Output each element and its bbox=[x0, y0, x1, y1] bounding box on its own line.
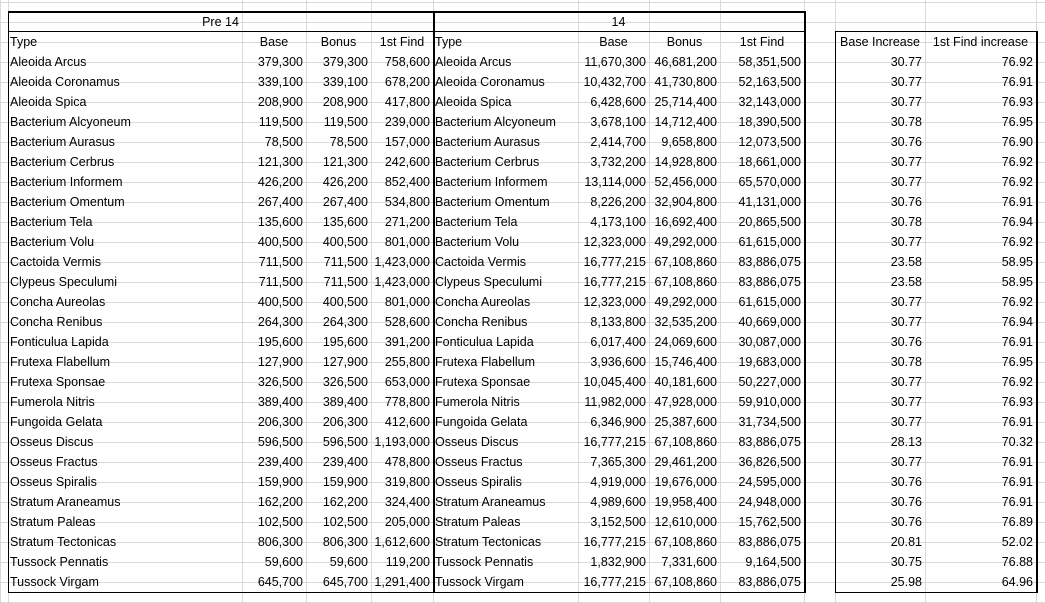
cell-base[interactable]: 78,500 bbox=[264, 135, 303, 149]
cell-bonus[interactable]: 208,900 bbox=[322, 95, 368, 109]
cell-type-14[interactable]: Tussock Pennatis bbox=[435, 555, 534, 569]
cell-bonus-14[interactable]: 49,292,000 bbox=[654, 295, 717, 309]
cell-bonus[interactable]: 596,500 bbox=[322, 435, 368, 449]
column-header-bonus: Bonus bbox=[320, 35, 357, 49]
cell-base-increase[interactable]: 30.77 bbox=[890, 395, 922, 409]
cell-type-14[interactable]: Fungoida Gelata bbox=[435, 415, 528, 429]
cell-base[interactable]: 162,200 bbox=[257, 495, 303, 509]
column-header-base-14: Base bbox=[599, 35, 628, 49]
cell-first-find[interactable]: 1,423,000 bbox=[374, 275, 430, 289]
cell-bonus[interactable]: 400,500 bbox=[322, 295, 368, 309]
cell-base-increase[interactable]: 30.76 bbox=[890, 495, 922, 509]
cell-first-find-14[interactable]: 18,390,500 bbox=[738, 115, 801, 129]
cell-first-find-14[interactable]: 15,762,500 bbox=[738, 515, 801, 529]
cell-bonus[interactable]: 806,300 bbox=[322, 535, 368, 549]
cell-type[interactable]: Fumerola Nitris bbox=[10, 395, 95, 409]
cell-type-14[interactable]: Stratum Paleas bbox=[435, 515, 521, 529]
cell-bonus-14[interactable]: 14,712,400 bbox=[654, 115, 717, 129]
cell-first-find-increase[interactable]: 76.91 bbox=[1001, 75, 1033, 89]
cell-base-14[interactable]: 16,777,215 bbox=[583, 275, 646, 289]
cell-base-increase[interactable]: 30.77 bbox=[890, 315, 922, 329]
cell-bonus[interactable]: 426,200 bbox=[322, 175, 368, 189]
cell-first-find-14[interactable]: 9,164,500 bbox=[745, 555, 801, 569]
cell-first-find-increase[interactable]: 64.96 bbox=[1001, 575, 1033, 589]
cell-base[interactable]: 326,500 bbox=[257, 375, 303, 389]
cell-first-find-increase[interactable]: 76.92 bbox=[1001, 155, 1033, 169]
cell-type-14[interactable]: Bacterium Informem bbox=[435, 175, 548, 189]
cell-type[interactable]: Osseus Fractus bbox=[10, 455, 98, 469]
cell-type-14[interactable]: Aleoida Arcus bbox=[435, 55, 512, 69]
cell-type[interactable]: Aleoida Coronamus bbox=[10, 75, 120, 89]
cell-base-14[interactable]: 16,777,215 bbox=[583, 535, 646, 549]
cell-type[interactable]: Osseus Spiralis bbox=[10, 475, 97, 489]
table-border bbox=[8, 11, 805, 13]
cell-type[interactable]: Bacterium Informem bbox=[10, 175, 123, 189]
cell-first-find[interactable]: 1,423,000 bbox=[374, 255, 430, 269]
cell-type[interactable]: Bacterium Omentum bbox=[10, 195, 125, 209]
cell-base-increase[interactable]: 30.77 bbox=[890, 295, 922, 309]
cell-first-find[interactable]: 417,800 bbox=[384, 95, 430, 109]
cell-first-find[interactable]: 801,000 bbox=[384, 295, 430, 309]
cell-type-14[interactable]: Osseus Spiralis bbox=[435, 475, 522, 489]
cell-first-find-14[interactable]: 20,865,500 bbox=[738, 215, 801, 229]
table-border bbox=[835, 592, 1037, 593]
cell-bonus-14[interactable]: 32,904,800 bbox=[654, 195, 717, 209]
cell-type[interactable]: Bacterium Cerbrus bbox=[10, 155, 115, 169]
cell-type-14[interactable]: Fumerola Nitris bbox=[435, 395, 520, 409]
cell-type[interactable]: Concha Aureolas bbox=[10, 295, 106, 309]
cell-base[interactable]: 119,500 bbox=[258, 115, 303, 129]
cell-first-find-increase[interactable]: 76.90 bbox=[1001, 135, 1033, 149]
cell-bonus[interactable]: 206,300 bbox=[322, 415, 368, 429]
cell-first-find[interactable]: 1,193,000 bbox=[374, 435, 430, 449]
cell-base-increase[interactable]: 20.81 bbox=[890, 535, 922, 549]
cell-base-increase[interactable]: 30.76 bbox=[890, 335, 922, 349]
cell-type[interactable]: Osseus Discus bbox=[10, 435, 94, 449]
column-header-first-find: 1st Find bbox=[379, 35, 425, 49]
cell-bonus[interactable]: 400,500 bbox=[322, 235, 368, 249]
cell-base[interactable]: 264,300 bbox=[257, 315, 303, 329]
table-border bbox=[835, 31, 1037, 32]
cell-first-find-increase[interactable]: 76.93 bbox=[1001, 395, 1033, 409]
cell-first-find-increase[interactable]: 58.95 bbox=[1001, 255, 1033, 269]
cell-base[interactable]: 195,600 bbox=[257, 335, 303, 349]
cell-first-find[interactable]: 778,800 bbox=[384, 395, 430, 409]
cell-bonus-14[interactable]: 32,535,200 bbox=[654, 315, 717, 329]
cell-base-14[interactable]: 4,173,100 bbox=[590, 215, 646, 229]
cell-base[interactable]: 127,900 bbox=[257, 355, 303, 369]
cell-base-14[interactable]: 3,732,200 bbox=[590, 155, 646, 169]
cell-first-find-increase[interactable]: 76.95 bbox=[1001, 355, 1033, 369]
cell-first-find-14[interactable]: 65,570,000 bbox=[738, 175, 801, 189]
cell-bonus[interactable]: 135,600 bbox=[322, 215, 368, 229]
cell-first-find[interactable]: 242,600 bbox=[384, 155, 430, 169]
cell-first-find-increase[interactable]: 76.92 bbox=[1001, 295, 1033, 309]
cell-first-find-14[interactable]: 31,734,500 bbox=[738, 415, 801, 429]
cell-bonus[interactable]: 159,900 bbox=[322, 475, 368, 489]
cell-bonus-14[interactable]: 67,108,860 bbox=[654, 255, 717, 269]
cell-base[interactable]: 102,500 bbox=[257, 515, 303, 529]
cell-first-find-increase[interactable]: 76.92 bbox=[1001, 175, 1033, 189]
cell-bonus-14[interactable]: 19,958,400 bbox=[654, 495, 717, 509]
cell-first-find-14[interactable]: 83,886,075 bbox=[738, 575, 801, 589]
cell-bonus-14[interactable]: 16,692,400 bbox=[654, 215, 717, 229]
cell-type-14[interactable]: Bacterium Cerbrus bbox=[435, 155, 540, 169]
cell-first-find-14[interactable]: 58,351,500 bbox=[738, 55, 801, 69]
cell-bonus-14[interactable]: 49,292,000 bbox=[654, 235, 717, 249]
cell-bonus[interactable]: 162,200 bbox=[322, 495, 368, 509]
cell-base-increase[interactable]: 30.77 bbox=[890, 55, 922, 69]
cell-type-14[interactable]: Clypeus Speculumi bbox=[435, 275, 542, 289]
cell-base-increase[interactable]: 25.98 bbox=[890, 575, 922, 589]
cell-base-14[interactable]: 6,428,600 bbox=[590, 95, 646, 109]
cell-base-increase[interactable]: 30.75 bbox=[890, 555, 922, 569]
cell-bonus[interactable]: 119,500 bbox=[323, 115, 368, 129]
cell-base-14[interactable]: 3,936,600 bbox=[590, 355, 646, 369]
cell-first-find[interactable]: 528,600 bbox=[384, 315, 430, 329]
cell-bonus-14[interactable]: 67,108,860 bbox=[654, 435, 717, 449]
cell-first-find-increase[interactable]: 58.95 bbox=[1001, 275, 1033, 289]
cell-first-find-increase[interactable]: 76.93 bbox=[1001, 95, 1033, 109]
cell-first-find[interactable]: 239,000 bbox=[384, 115, 430, 129]
cell-first-find-14[interactable]: 18,661,000 bbox=[738, 155, 801, 169]
cell-base-increase[interactable]: 30.77 bbox=[890, 155, 922, 169]
cell-type[interactable]: Frutexa Sponsae bbox=[10, 375, 106, 389]
cell-base-increase[interactable]: 30.77 bbox=[890, 75, 922, 89]
cell-base-increase[interactable]: 30.78 bbox=[890, 215, 922, 229]
cell-first-find-14[interactable]: 83,886,075 bbox=[738, 275, 801, 289]
cell-base[interactable]: 711,500 bbox=[258, 275, 303, 289]
cell-type[interactable]: Fungoida Gelata bbox=[10, 415, 103, 429]
cell-bonus[interactable]: 195,600 bbox=[322, 335, 368, 349]
cell-base-increase[interactable]: 23.58 bbox=[890, 255, 922, 269]
cell-type-14[interactable]: Concha Aureolas bbox=[435, 295, 531, 309]
cell-first-find-14[interactable]: 36,826,500 bbox=[738, 455, 801, 469]
cell-base[interactable]: 208,900 bbox=[257, 95, 303, 109]
cell-base-14[interactable]: 8,226,200 bbox=[590, 195, 646, 209]
cell-base[interactable]: 239,400 bbox=[257, 455, 303, 469]
cell-bonus-14[interactable]: 9,658,800 bbox=[661, 135, 717, 149]
cell-base[interactable]: 806,300 bbox=[257, 535, 303, 549]
cell-first-find-increase[interactable]: 76.91 bbox=[1001, 455, 1033, 469]
cell-base-increase[interactable]: 30.76 bbox=[890, 195, 922, 209]
cell-first-find[interactable]: 324,400 bbox=[384, 495, 430, 509]
cell-bonus-14[interactable]: 46,681,200 bbox=[654, 55, 717, 69]
cell-bonus-14[interactable]: 12,610,000 bbox=[654, 515, 717, 529]
cell-first-find[interactable]: 478,800 bbox=[384, 455, 430, 469]
cell-base-increase[interactable]: 30.77 bbox=[890, 415, 922, 429]
cell-base[interactable]: 159,900 bbox=[257, 475, 303, 489]
cell-first-find[interactable]: 534,800 bbox=[384, 195, 430, 209]
cell-first-find-increase[interactable]: 76.94 bbox=[1001, 315, 1033, 329]
cell-first-find[interactable]: 852,400 bbox=[384, 175, 430, 189]
cell-type-14[interactable]: Aleoida Coronamus bbox=[435, 75, 545, 89]
cell-first-find[interactable]: 205,000 bbox=[384, 515, 430, 529]
cell-base[interactable]: 711,500 bbox=[258, 255, 303, 269]
cell-first-find-increase[interactable]: 52.02 bbox=[1001, 535, 1033, 549]
cell-first-find-14[interactable]: 41,131,000 bbox=[738, 195, 801, 209]
cell-type[interactable]: Stratum Tectonicas bbox=[10, 535, 117, 549]
cell-bonus-14[interactable]: 67,108,860 bbox=[654, 535, 717, 549]
cell-bonus-14[interactable]: 40,181,600 bbox=[654, 375, 717, 389]
cell-bonus-14[interactable]: 67,108,860 bbox=[654, 575, 717, 589]
column-header-bonus-14: Bonus bbox=[666, 35, 703, 49]
column-header-type: Type bbox=[10, 35, 38, 49]
cell-base-increase[interactable]: 30.78 bbox=[890, 355, 922, 369]
cell-type[interactable]: Clypeus Speculumi bbox=[10, 275, 117, 289]
cell-base[interactable]: 400,500 bbox=[257, 295, 303, 309]
cell-type-14[interactable]: Cactoida Vermis bbox=[435, 255, 527, 269]
cell-base-increase[interactable]: 30.77 bbox=[890, 175, 922, 189]
table-border bbox=[835, 31, 836, 593]
cell-base-increase[interactable]: 30.77 bbox=[890, 375, 922, 389]
cell-bonus[interactable]: 121,300 bbox=[322, 155, 368, 169]
cell-type-14[interactable]: Frutexa Sponsae bbox=[435, 375, 531, 389]
cell-first-find-14[interactable]: 30,087,000 bbox=[738, 335, 801, 349]
cell-base-14[interactable]: 4,989,600 bbox=[590, 495, 646, 509]
cell-first-find[interactable]: 412,600 bbox=[384, 415, 430, 429]
cell-type-14[interactable]: Bacterium Tela bbox=[435, 215, 518, 229]
cell-type[interactable]: Aleoida Spica bbox=[10, 95, 87, 109]
cell-bonus[interactable]: 59,600 bbox=[329, 555, 368, 569]
table-border bbox=[1036, 31, 1038, 593]
cell-bonus-14[interactable]: 19,676,000 bbox=[654, 475, 717, 489]
cell-base[interactable]: 379,300 bbox=[257, 55, 303, 69]
cell-bonus-14[interactable]: 47,928,000 bbox=[654, 395, 717, 409]
cell-type[interactable]: Tussock Virgam bbox=[10, 575, 99, 589]
cell-base-increase[interactable]: 30.76 bbox=[890, 515, 922, 529]
cell-bonus[interactable]: 239,400 bbox=[322, 455, 368, 469]
cell-bonus[interactable]: 326,500 bbox=[322, 375, 368, 389]
cell-first-find-14[interactable]: 24,595,000 bbox=[738, 475, 801, 489]
gridline bbox=[0, 2, 1045, 3]
cell-type[interactable]: Bacterium Aurasus bbox=[10, 135, 115, 149]
cell-bonus-14[interactable]: 15,746,400 bbox=[654, 355, 717, 369]
cell-base-14[interactable]: 3,152,500 bbox=[590, 515, 646, 529]
cell-bonus-14[interactable]: 25,387,600 bbox=[654, 415, 717, 429]
cell-type-14[interactable]: Stratum Araneamus bbox=[435, 495, 546, 509]
cell-first-find[interactable]: 119,200 bbox=[385, 555, 430, 569]
cell-base-14[interactable]: 2,414,700 bbox=[590, 135, 646, 149]
cell-base[interactable]: 596,500 bbox=[257, 435, 303, 449]
cell-base-increase[interactable]: 30.77 bbox=[890, 95, 922, 109]
cell-base[interactable]: 267,400 bbox=[257, 195, 303, 209]
cell-bonus[interactable]: 711,500 bbox=[323, 275, 368, 289]
cell-bonus[interactable]: 267,400 bbox=[322, 195, 368, 209]
cell-first-find-increase[interactable]: 76.91 bbox=[1001, 335, 1033, 349]
cell-first-find[interactable]: 1,291,400 bbox=[374, 575, 430, 589]
cell-base-14[interactable]: 10,432,700 bbox=[583, 75, 646, 89]
cell-first-find-increase[interactable]: 76.94 bbox=[1001, 215, 1033, 229]
cell-base-14[interactable]: 3,678,100 bbox=[590, 115, 646, 129]
cell-base-14[interactable]: 11,670,300 bbox=[584, 55, 646, 69]
cell-first-find-14[interactable]: 32,143,000 bbox=[738, 95, 801, 109]
cell-first-find-increase[interactable]: 76.92 bbox=[1001, 375, 1033, 389]
cell-type-14[interactable]: Bacterium Omentum bbox=[435, 195, 550, 209]
column-header-base-increase: Base Increase bbox=[840, 35, 920, 49]
cell-base[interactable]: 59,600 bbox=[264, 555, 303, 569]
table-border bbox=[8, 31, 805, 32]
cell-first-find[interactable]: 255,800 bbox=[384, 355, 430, 369]
cell-first-find-14[interactable]: 40,669,000 bbox=[738, 315, 801, 329]
cell-bonus[interactable]: 711,500 bbox=[323, 255, 368, 269]
cell-base-increase[interactable]: 30.77 bbox=[890, 235, 922, 249]
cell-first-find-14[interactable]: 83,886,075 bbox=[738, 435, 801, 449]
cell-first-find-14[interactable]: 61,615,000 bbox=[738, 235, 801, 249]
cell-base[interactable]: 645,700 bbox=[257, 575, 303, 589]
column-header-base: Base bbox=[259, 35, 289, 49]
cell-base-14[interactable]: 8,133,800 bbox=[590, 315, 646, 329]
cell-bonus[interactable]: 127,900 bbox=[322, 355, 368, 369]
table-border bbox=[804, 11, 806, 593]
cell-base-14[interactable]: 1,832,900 bbox=[590, 555, 646, 569]
cell-type[interactable]: Cactoida Vermis bbox=[10, 255, 102, 269]
cell-first-find-14[interactable]: 61,615,000 bbox=[738, 295, 801, 309]
cell-bonus[interactable]: 102,500 bbox=[322, 515, 368, 529]
cell-type-14[interactable]: Stratum Tectonicas bbox=[435, 535, 542, 549]
cell-base[interactable]: 426,200 bbox=[257, 175, 303, 189]
cell-type[interactable]: Fonticulua Lapida bbox=[10, 335, 109, 349]
cell-bonus-14[interactable]: 14,928,800 bbox=[654, 155, 717, 169]
table-border bbox=[8, 11, 9, 593]
cell-bonus-14[interactable]: 41,730,800 bbox=[654, 75, 717, 89]
cell-type-14[interactable]: Aleoida Spica bbox=[435, 95, 512, 109]
cell-base-increase[interactable]: 30.77 bbox=[890, 455, 922, 469]
cell-type-14[interactable]: Fonticulua Lapida bbox=[435, 335, 534, 349]
table-border bbox=[8, 592, 805, 593]
cell-type-14[interactable]: Frutexa Flabellum bbox=[435, 355, 536, 369]
cell-type-14[interactable]: Osseus Fractus bbox=[435, 455, 523, 469]
cell-base-increase[interactable]: 30.76 bbox=[890, 475, 922, 489]
cell-first-find-increase[interactable]: 76.88 bbox=[1001, 555, 1033, 569]
cell-first-find-14[interactable]: 19,683,000 bbox=[738, 355, 801, 369]
column-header-type-14: Type bbox=[435, 35, 463, 49]
cell-base-14[interactable]: 6,017,400 bbox=[590, 335, 646, 349]
cell-first-find[interactable]: 391,200 bbox=[384, 335, 430, 349]
cell-first-find-14[interactable]: 52,163,500 bbox=[738, 75, 801, 89]
column-header-first-find-increase: 1st Find increase bbox=[932, 35, 1029, 49]
cell-base-14[interactable]: 16,777,215 bbox=[583, 255, 646, 269]
cell-type-14[interactable]: Bacterium Alcyoneum bbox=[435, 115, 556, 129]
cell-base-14[interactable]: 7,365,300 bbox=[590, 455, 646, 469]
cell-first-find-14[interactable]: 59,910,000 bbox=[738, 395, 801, 409]
cell-bonus[interactable]: 645,700 bbox=[322, 575, 368, 589]
cell-base-increase[interactable]: 30.78 bbox=[890, 115, 922, 129]
cell-first-find[interactable]: 678,200 bbox=[384, 75, 430, 89]
cell-first-find[interactable]: 1,612,600 bbox=[374, 535, 430, 549]
cell-first-find-increase[interactable]: 76.91 bbox=[1001, 495, 1033, 509]
cell-first-find-14[interactable]: 50,227,000 bbox=[738, 375, 801, 389]
cell-type[interactable]: Stratum Araneamus bbox=[10, 495, 121, 509]
cell-bonus[interactable]: 78,500 bbox=[329, 135, 368, 149]
cell-first-find[interactable]: 758,600 bbox=[384, 55, 430, 69]
cell-first-find-increase[interactable]: 76.92 bbox=[1001, 55, 1033, 69]
cell-first-find-increase[interactable]: 76.91 bbox=[1001, 195, 1033, 209]
cell-first-find-14[interactable]: 83,886,075 bbox=[738, 535, 801, 549]
cell-type[interactable]: Frutexa Flabellum bbox=[10, 355, 111, 369]
cell-first-find[interactable]: 319,800 bbox=[384, 475, 430, 489]
cell-first-find-increase[interactable]: 76.89 bbox=[1001, 515, 1033, 529]
cell-bonus[interactable]: 379,300 bbox=[322, 55, 368, 69]
cell-base-increase[interactable]: 23.58 bbox=[890, 275, 922, 289]
cell-first-find[interactable]: 653,000 bbox=[384, 375, 430, 389]
cell-bonus[interactable]: 389,400 bbox=[322, 395, 368, 409]
cell-type[interactable]: Stratum Paleas bbox=[10, 515, 96, 529]
cell-base-increase[interactable]: 30.76 bbox=[890, 135, 922, 149]
cell-first-find-increase[interactable]: 76.91 bbox=[1001, 415, 1033, 429]
cell-first-find-increase[interactable]: 70.32 bbox=[1001, 435, 1033, 449]
cell-bonus[interactable]: 264,300 bbox=[322, 315, 368, 329]
cell-type-14[interactable]: Bacterium Aurasus bbox=[435, 135, 540, 149]
cell-base-14[interactable]: 16,777,215 bbox=[583, 435, 646, 449]
cell-type[interactable]: Bacterium Volu bbox=[10, 235, 95, 249]
cell-bonus-14[interactable]: 25,714,400 bbox=[654, 95, 717, 109]
cell-bonus-14[interactable]: 67,108,860 bbox=[654, 275, 717, 289]
cell-base-14[interactable]: 10,045,400 bbox=[583, 375, 646, 389]
cell-base[interactable]: 339,100 bbox=[257, 75, 303, 89]
cell-base[interactable]: 121,300 bbox=[257, 155, 303, 169]
column-header-first-find-14: 1st Find bbox=[739, 35, 785, 49]
cell-base-14[interactable]: 11,982,000 bbox=[584, 395, 646, 409]
cell-type[interactable]: Aleoida Arcus bbox=[10, 55, 87, 69]
cell-base-increase[interactable]: 28.13 bbox=[890, 435, 922, 449]
cell-bonus-14[interactable]: 52,456,000 bbox=[654, 175, 717, 189]
cell-first-find-14[interactable]: 12,073,500 bbox=[738, 135, 801, 149]
cell-bonus[interactable]: 339,100 bbox=[322, 75, 368, 89]
cell-type[interactable]: Concha Renibus bbox=[10, 315, 103, 329]
cell-type[interactable]: Bacterium Alcyoneum bbox=[10, 115, 131, 129]
cell-base-14[interactable]: 6,346,900 bbox=[590, 415, 646, 429]
cell-first-find-14[interactable]: 83,886,075 bbox=[738, 255, 801, 269]
cell-base[interactable]: 206,300 bbox=[257, 415, 303, 429]
cell-type-14[interactable]: Osseus Discus bbox=[435, 435, 519, 449]
cell-bonus-14[interactable]: 7,331,600 bbox=[661, 555, 717, 569]
v14-header: 14 bbox=[611, 15, 626, 29]
cell-base-14[interactable]: 12,323,000 bbox=[583, 295, 646, 309]
cell-first-find[interactable]: 801,000 bbox=[384, 235, 430, 249]
cell-type[interactable]: Tussock Pennatis bbox=[10, 555, 109, 569]
cell-bonus-14[interactable]: 29,461,200 bbox=[654, 455, 717, 469]
cell-base[interactable]: 400,500 bbox=[257, 235, 303, 249]
pre14-header: Pre 14 bbox=[202, 15, 239, 29]
cell-type-14[interactable]: Bacterium Volu bbox=[435, 235, 520, 249]
cell-bonus-14[interactable]: 24,069,600 bbox=[654, 335, 717, 349]
cell-type-14[interactable]: Concha Renibus bbox=[435, 315, 528, 329]
cell-first-find-increase[interactable]: 76.92 bbox=[1001, 235, 1033, 249]
cell-first-find[interactable]: 157,000 bbox=[384, 135, 430, 149]
cell-base-14[interactable]: 4,919,000 bbox=[590, 475, 646, 489]
cell-type[interactable]: Bacterium Tela bbox=[10, 215, 93, 229]
cell-first-find-14[interactable]: 24,948,000 bbox=[738, 495, 801, 509]
cell-first-find-increase[interactable]: 76.95 bbox=[1001, 115, 1033, 129]
cell-base-14[interactable]: 12,323,000 bbox=[583, 235, 646, 249]
cell-base[interactable]: 135,600 bbox=[257, 215, 303, 229]
cell-type-14[interactable]: Tussock Virgam bbox=[435, 575, 524, 589]
cell-base-14[interactable]: 16,777,215 bbox=[583, 575, 646, 589]
cell-first-find[interactable]: 271,200 bbox=[384, 215, 430, 229]
cell-base[interactable]: 389,400 bbox=[257, 395, 303, 409]
table-border bbox=[433, 11, 435, 593]
cell-first-find-increase[interactable]: 76.91 bbox=[1001, 475, 1033, 489]
cell-base-14[interactable]: 13,114,000 bbox=[584, 175, 646, 189]
